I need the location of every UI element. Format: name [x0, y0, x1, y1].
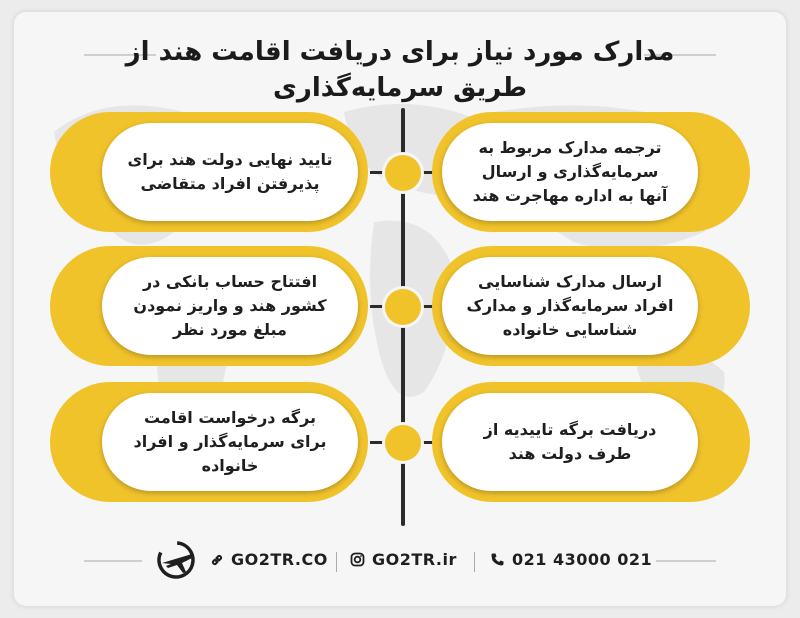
step-right-3-text: دریافت برگه تاییدیه از طرف دولت هند: [483, 420, 657, 463]
step-card-right-3: [432, 382, 750, 502]
phone-text: 021 43000 021: [512, 550, 653, 569]
footer-phone[interactable]: [490, 550, 652, 569]
title-line-1: مدارک مورد نیاز برای دریافت اقامت هند از: [125, 37, 675, 67]
step-left-1-text: تایید نهایی دولت هند برای پذیرفتن افراد متقاضی: [127, 150, 333, 193]
footer-website[interactable]: [210, 550, 328, 569]
instagram-icon: [350, 552, 365, 567]
step-card-left-2-inner: [102, 257, 358, 355]
page-title: [14, 34, 786, 106]
title-line-2: طریق سرمایه‌گذاری: [273, 73, 527, 103]
timeline-dot-1: [385, 155, 421, 191]
step-card-right-2-inner: [442, 257, 698, 355]
step-card-right-2: [432, 246, 750, 366]
infographic-card: [14, 12, 786, 606]
step-left-3-text: برگه درخواست اقامت برای سرمایه‌گذار و افراد خانواده: [133, 408, 327, 475]
timeline-dot-2: [385, 289, 421, 325]
step-card-left-3: [50, 382, 368, 502]
footer-instagram[interactable]: [350, 550, 457, 569]
footer-bar: [14, 544, 786, 580]
step-card-right-3-inner: [442, 393, 698, 491]
step-left-2-text: افتتاح حساب بانکی در کشور هند و واریز نمودن مبلغ مورد نظر: [133, 272, 327, 339]
step-card-right-1: [432, 112, 750, 232]
step-right-2-text: ارسال مدارک شناسایی افراد سرمایه‌گذار و مدارک شناسایی خانواده: [466, 272, 674, 339]
step-card-left-1-inner: [102, 123, 358, 221]
step-card-left-2: [50, 246, 368, 366]
footer-separator-2: [474, 552, 475, 572]
step-card-left-3-inner: [102, 393, 358, 491]
timeline-dot-3: [385, 425, 421, 461]
phone-icon: [490, 552, 505, 567]
website-text: GO2TR.CO: [231, 550, 328, 569]
step-card-right-1-inner: [442, 123, 698, 221]
step-card-left-1: [50, 112, 368, 232]
instagram-text: GO2TR.ir: [372, 550, 457, 569]
step-right-1-text: ترجمه مدارک مربوط به سرمایه‌گذاری و ارسال آنها به اداره مهاجرت هند: [472, 138, 668, 205]
footer-separator-1: [336, 552, 337, 572]
link-icon: [210, 553, 224, 567]
